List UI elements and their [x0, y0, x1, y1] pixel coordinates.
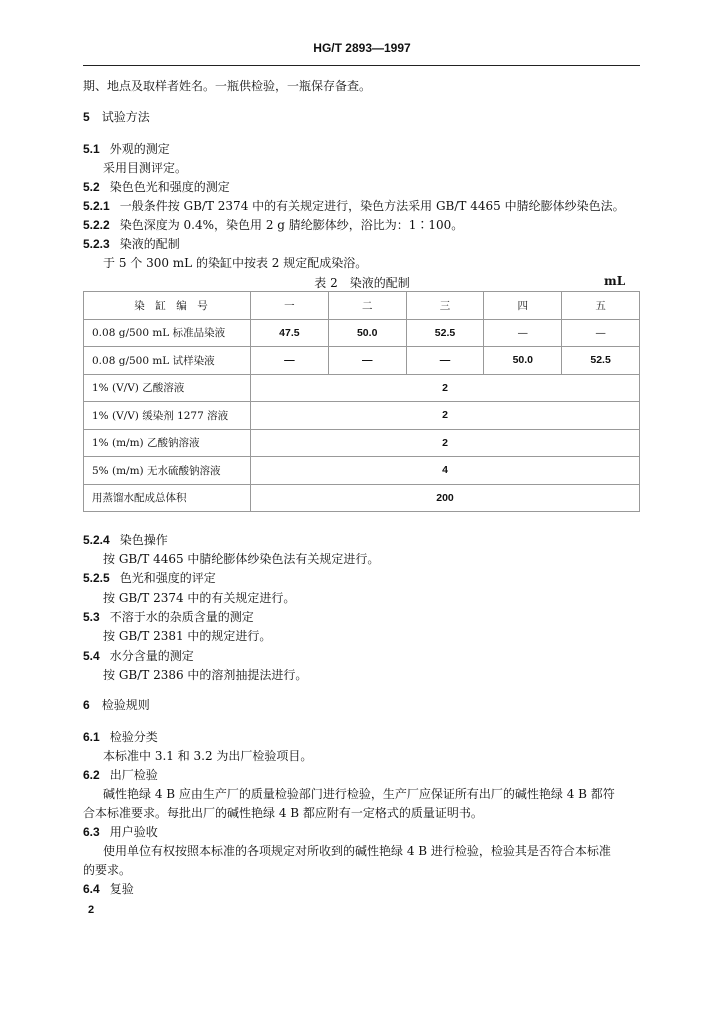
table-cell: 2	[251, 402, 640, 430]
header-cell: 染 缸 编 号	[84, 292, 251, 320]
section-heading	[83, 609, 254, 625]
line-text: 使用单位有权按照本标准的各项规定对所收到的碱性艳绿 4 B 进行检验，检验其是否符合本标准	[103, 844, 611, 858]
table-row	[84, 402, 640, 430]
dye-bath-table	[83, 291, 640, 512]
table-unit: mL	[604, 274, 626, 288]
section-number: 5.3	[83, 610, 100, 624]
table-row	[84, 429, 640, 457]
paragraph-line	[103, 748, 312, 764]
table-row	[84, 457, 640, 485]
line-text: 水分含量的测定	[109, 649, 194, 663]
header-cell: 四	[484, 292, 562, 320]
header-cell: 五	[562, 292, 640, 320]
section-number: 6.1	[83, 730, 100, 744]
section-number: 5.2.1	[83, 199, 110, 213]
table-cell: 2	[251, 429, 640, 457]
paragraph-line	[103, 843, 611, 859]
line-text: 按 GB/T 4465 中腈纶膨体纱染色法有关规定进行。	[103, 552, 380, 566]
section-heading	[83, 179, 230, 195]
table-row	[84, 484, 640, 512]
line-text: 检验分类	[109, 730, 158, 744]
line-text: 按 GB/T 2381 中的规定进行。	[103, 629, 272, 643]
paragraph-line	[103, 551, 379, 567]
paragraph-line	[83, 805, 483, 821]
line-text: 色光和强度的评定	[119, 571, 216, 585]
table-cell: 50.0	[484, 347, 562, 375]
paragraph-line	[103, 160, 187, 176]
row-label: 0.08 g/500 mL 试样染液	[84, 347, 251, 375]
line-text: 出厂检验	[109, 768, 158, 782]
line-text: 按 GB/T 2386 中的溶剂抽提法进行。	[103, 668, 308, 682]
line-text: 期、地点及取样者姓名。一瓶供检验，一瓶保存备查。	[83, 79, 372, 93]
table-cell: 52.5	[562, 347, 640, 375]
section-number: 5	[83, 110, 90, 124]
table-cell: 50.0	[328, 319, 406, 347]
line-text: 用户验收	[109, 825, 158, 839]
section-number: 5.2	[83, 180, 100, 194]
header-cell: 二	[328, 292, 406, 320]
table-row	[84, 374, 640, 402]
section-heading	[83, 570, 216, 586]
section-number: 6	[83, 698, 90, 712]
line-text: 本标准中 3.1 和 3.2 为出厂检验项目。	[103, 749, 313, 763]
row-label: 1% (m/m) 乙酸钠溶液	[84, 429, 251, 457]
header-cell: 一	[251, 292, 329, 320]
table-cell: 4	[251, 457, 640, 485]
line-text: 不溶于水的杂质含量的测定	[109, 610, 254, 624]
line-text: 复验	[109, 882, 134, 896]
paragraph-line	[103, 786, 615, 802]
table-cell: 47.5	[251, 319, 329, 347]
line-text: 染液的配制	[119, 237, 180, 251]
row-label: 1% (V/V) 乙酸溶液	[84, 374, 251, 402]
section-heading	[83, 767, 158, 783]
section-number: 6.3	[83, 825, 100, 839]
table-row	[84, 347, 640, 375]
section-heading	[83, 109, 150, 125]
section-heading	[83, 198, 625, 214]
section-heading	[83, 217, 463, 233]
table-caption: 表 2 染液的配制	[314, 276, 410, 290]
table-cell: —	[562, 319, 640, 347]
section-heading	[83, 729, 158, 745]
paragraph-line	[103, 590, 295, 606]
line-text: 碱性艳绿 4 B 应由生产厂的质量检验部门进行检验，生产厂应保证所有出厂的碱性艳绿 4 B 都符	[103, 787, 615, 801]
section-heading	[83, 141, 170, 157]
table-row	[84, 319, 640, 347]
row-label: 用蒸馏水配成总体积	[84, 484, 251, 512]
line-text: 试验方法	[101, 110, 150, 124]
table-cell: 2	[251, 374, 640, 402]
paragraph-line	[83, 862, 131, 878]
paragraph-line	[83, 78, 371, 94]
line-text: 于 5 个 300 mL 的染缸中按表 2 规定配成染浴。	[103, 256, 368, 270]
section-number: 5.2.3	[83, 237, 110, 251]
table-cell: —	[251, 347, 329, 375]
table-cell: —	[484, 319, 562, 347]
section-number: 6.4	[83, 882, 100, 896]
section-number: 5.2.5	[83, 571, 110, 585]
section-number: 5.2.2	[83, 218, 110, 232]
table-cell: 52.5	[406, 319, 484, 347]
line-text: 检验规则	[101, 698, 150, 712]
section-number: 6.2	[83, 768, 100, 782]
header-cell: 三	[406, 292, 484, 320]
section-heading	[83, 881, 134, 897]
paragraph-line	[103, 628, 271, 644]
paragraph-line	[103, 255, 367, 271]
table-cell: —	[328, 347, 406, 375]
line-text: 外观的测定	[109, 142, 170, 156]
document-header: HG/T 2893—1997	[313, 41, 411, 55]
row-label: 1% (V/V) 缓染剂 1277 溶液	[84, 402, 251, 430]
line-text: 的要求。	[83, 863, 132, 877]
section-heading	[83, 236, 180, 252]
line-text: 染色深度为 0.4%，染色用 2 g 腈纶膨体纱，浴比为：1∶100。	[119, 218, 464, 232]
table-cell: 200	[251, 484, 640, 512]
row-label: 0.08 g/500 mL 标准品染液	[84, 319, 251, 347]
line-text: 合本标准要求。每批出厂的碱性艳绿 4 B 都应附有一定格式的质量证明书。	[83, 806, 483, 820]
header-rule	[83, 65, 640, 66]
section-number: 5.1	[83, 142, 100, 156]
line-text: 按 GB/T 2374 中的有关规定进行。	[103, 591, 296, 605]
table-header-row	[84, 292, 640, 320]
line-text: 一般条件按 GB/T 2374 中的有关规定进行，染色方法采用 GB/T 4465 中腈纶膨体纱染色法。	[119, 199, 625, 213]
section-heading	[83, 697, 150, 713]
paragraph-line	[103, 667, 307, 683]
section-number: 5.2.4	[83, 533, 110, 547]
line-text: 染色色光和强度的测定	[109, 180, 230, 194]
page-number: 2	[88, 904, 95, 916]
section-heading	[83, 824, 158, 840]
section-heading	[83, 532, 168, 548]
line-text: 染色操作	[119, 533, 168, 547]
section-number: 5.4	[83, 649, 100, 663]
table-cell: —	[406, 347, 484, 375]
line-text: 采用目测评定。	[103, 161, 188, 175]
row-label: 5% (m/m) 无水硫酸钠溶液	[84, 457, 251, 485]
section-heading	[83, 648, 194, 664]
